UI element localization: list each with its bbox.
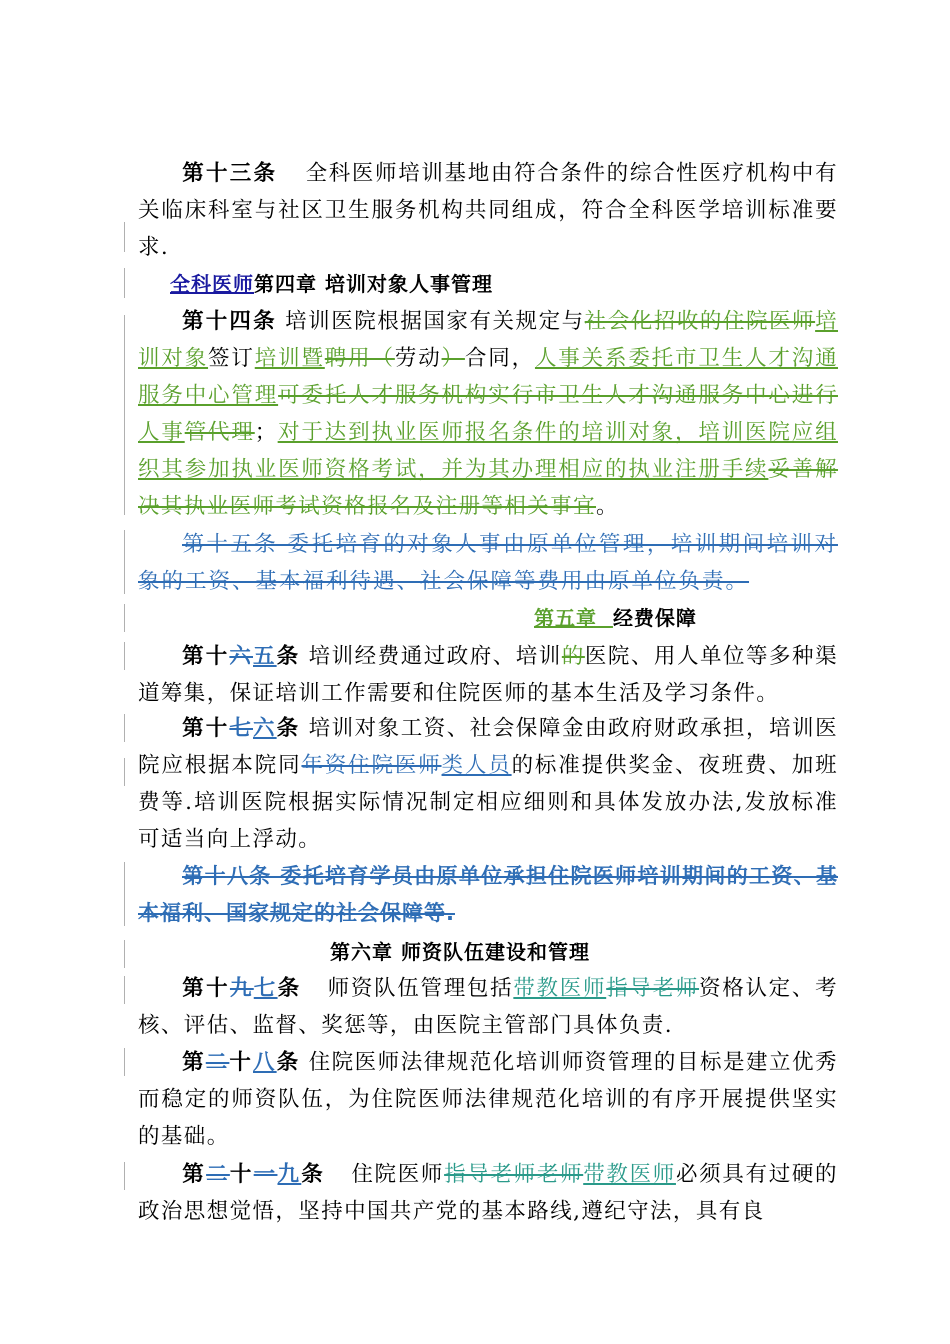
change-bar (124, 530, 125, 594)
article-18-deleted (138, 858, 838, 932)
deleted-text: 二 (206, 1162, 230, 1187)
inserted-text: 带教医师 (583, 1162, 676, 1187)
article-14: 第十四条 培训医院根据国家有关规定与社会化招收的住院医师培训对象签订培训暨聘用（劳动）合同，人事关系委托市卫生人才沟通服务中心管理可委托人才服务机构实行市卫生人才沟通服务中心进行人事管代理；对于达到执业医师报名条件的培训对象，培训医院应组织其参加执业医师资格考试，并为其办理相应的执业注册手续妥善解决其执业医师考试资格报名及注册等相关事宜。 (138, 309, 839, 519)
change-bar (124, 315, 125, 515)
article-number: 第十三条 (182, 161, 278, 186)
deleted-text: 聘用（ (324, 346, 395, 371)
chapter-5-heading (138, 600, 838, 637)
article-number: 第十四条 (182, 309, 277, 334)
chapter-title: 经费保障 (612, 606, 697, 630)
deleted-text: 指导老师 (606, 976, 700, 1001)
deleted-text: 指导老师老师 (444, 1162, 584, 1187)
article-19: 第十九七条 师资队伍管理包括带教医师指导老师资格认定、考核、评估、监督、奖惩等，由医院主管部门具体负责. (138, 976, 838, 1038)
article-15-deleted (138, 526, 838, 600)
inserted-text: 五 (253, 644, 277, 669)
deleted-text: 年资住院医师 (301, 753, 442, 778)
deleted-text: 管代理 (184, 420, 255, 445)
chapter-6-heading (138, 934, 838, 971)
change-bar (124, 976, 125, 1004)
inserted-text: 人事 (138, 420, 185, 445)
inserted-text: 六 (253, 716, 277, 741)
deleted-text: 第十八条 委托培育学员由原单位承担住院医师培训期间的工资、基本福利、国家规定的社会保障等. (138, 864, 838, 925)
chapter-title: 第六章 师资队伍建设和管理 (330, 940, 590, 964)
change-bar (124, 758, 125, 786)
inserted-text: 九 (277, 1162, 302, 1187)
change-bar (124, 1162, 125, 1190)
chapter-4-heading (138, 266, 838, 303)
inserted-text: 七 (253, 976, 278, 1001)
inserted-text: 类人员 (441, 753, 512, 778)
change-bar (124, 268, 125, 298)
change-bar (124, 1048, 125, 1076)
inserted-text: 人事关系委托市卫生人才沟通服务中心管理 (138, 346, 839, 408)
inserted-text: 全科医师 (170, 272, 254, 296)
inserted-text: 八 (253, 1050, 277, 1075)
inserted-text: 对于达到执业医师报名条件的培训对象，培训医院应组织其参加执业医师资格考试，并为其办理相应的执业注册手续 (138, 420, 838, 482)
article-text: 全科医师培训基地由符合条件的综合性医疗机构中有关临床科室与社区卫生服务机构共同组成，符合全科医学培训标准要求. (138, 161, 838, 260)
deleted-text: 七 (229, 716, 253, 741)
change-bar (124, 222, 125, 252)
deleted-text: 社会化招收的住院医师 (584, 309, 816, 334)
deleted-text: ） (441, 346, 465, 371)
change-bar (124, 642, 125, 670)
article-17: 第十七六条 培训对象工资、社会保障金由政府财政承担，培训医院应根据本院同年资住院医师类人员的标准提供奖金、夜班费、加班费等.培训医院根据实际情况制定相应细则和具体发放办法,发放标准可适当向上浮动。 (138, 716, 838, 852)
article-20: 第二十八条 住院医师法律规范化培训师资管理的目标是建立优秀而稳定的师资队伍，为住院医师法律规范化培训的有序开展提供坚实的基础。 (138, 1050, 838, 1149)
deleted-text: 妥善解决其执业医师考试资格报名及注册等相关事宜 (138, 457, 839, 519)
article-16: 第十六五条 培训经费通过政府、培训的医院、用人单位等多种渠道筹集，保证培训工作需要和住院医师的基本生活及学习条件。 (138, 644, 838, 706)
chapter-title: 第四章 培训对象人事管理 (254, 272, 493, 296)
article-13 (138, 155, 838, 266)
deleted-text: 六 (229, 644, 253, 669)
inserted-text: 培训对象 (138, 309, 839, 371)
change-bar (124, 604, 125, 632)
deleted-text: 一 (253, 1162, 278, 1187)
deleted-text: 的 (561, 644, 585, 669)
article-21: 第二十一九条 住院医师指导老师老师带教医师必须具有过硬的政治思想觉悟，坚持中国共产党的基本路线,遵纪守法，具有良 (138, 1162, 838, 1224)
inserted-text: 第五章 (534, 606, 597, 630)
deleted-text: 第十五条 委托培育的对象人事由原单位管理，培训期间培训对象的工资、基本福利待遇、社会保障等费用由原单位负责。 (138, 532, 838, 594)
deleted-text: 可委托人才服务机构实行市卫生人才沟通服务中心进行 (278, 383, 838, 408)
change-bar (124, 940, 125, 968)
change-bar (124, 714, 125, 742)
change-bar (124, 862, 125, 926)
deleted-text: 九 (229, 976, 254, 1001)
inserted-text: 培训暨 (254, 346, 325, 371)
inserted-text: 带教医师 (513, 976, 607, 1001)
